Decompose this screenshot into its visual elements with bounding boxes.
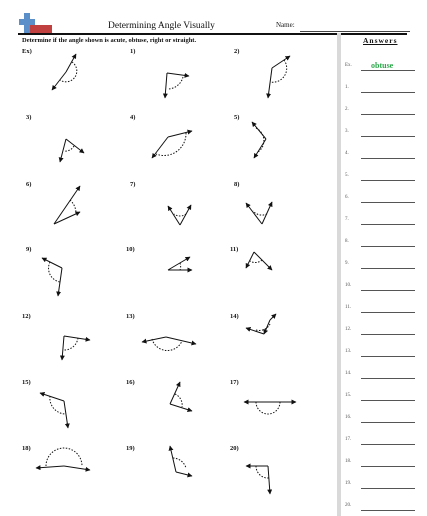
problem-label-20: 20)	[230, 445, 239, 452]
answer-row-6	[345, 195, 415, 205]
answer-blank[interactable]	[361, 356, 415, 357]
problem-label-15: 15)	[22, 379, 31, 386]
instructions: Determine if the angle shown is acute, obtuse, right or straight.	[22, 37, 197, 44]
problem-label-8: 8)	[234, 181, 240, 188]
answer-row-13	[345, 349, 415, 359]
answer-row-8	[345, 239, 415, 249]
answer-number: 12.	[345, 327, 352, 332]
answer-number: 9.	[345, 261, 349, 266]
answer-blank[interactable]	[361, 268, 415, 269]
answer-blank[interactable]	[361, 290, 415, 291]
angle-17	[244, 402, 296, 414]
answer-number: 18.	[345, 459, 352, 464]
answer-blank[interactable]	[361, 400, 415, 401]
problem-label-6: 6)	[26, 181, 32, 188]
angle-3	[60, 139, 84, 162]
problem-label-2: 2)	[234, 48, 240, 55]
answer-number: 15.	[345, 393, 352, 398]
answer-row-3	[345, 129, 415, 139]
angle-1	[165, 73, 189, 98]
answer-number: 16.	[345, 415, 352, 420]
answer-row-ex	[345, 63, 415, 73]
angle-11	[246, 252, 272, 270]
page-title: Determining Angle Visually	[108, 21, 215, 31]
answer-row-20	[345, 503, 415, 513]
answer-row-2	[345, 107, 415, 117]
answer-row-10	[345, 283, 415, 293]
problem-label-9: 9)	[26, 246, 32, 253]
answer-number: 11.	[345, 305, 352, 310]
answer-row-1	[345, 85, 415, 95]
answer-row-11	[345, 305, 415, 315]
answer-row-16	[345, 415, 415, 425]
name-label: Name:	[276, 21, 295, 29]
answer-number: Ex.	[345, 63, 352, 68]
angle-7	[168, 205, 191, 225]
angle-16	[170, 382, 192, 411]
answer-blank[interactable]	[361, 466, 415, 467]
answer-blank[interactable]	[361, 92, 415, 93]
problem-label-7: 7)	[130, 181, 136, 188]
problem-label-3: 3)	[26, 114, 32, 121]
answer-row-15	[345, 393, 415, 403]
problem-label-ex: Ex)	[22, 48, 32, 55]
angle-9	[42, 258, 62, 296]
angle-4	[152, 131, 192, 158]
angle-19	[170, 446, 192, 476]
answer-number: 3.	[345, 129, 349, 134]
answer-number: 19.	[345, 481, 352, 486]
answer-row-14	[345, 371, 415, 381]
problem-label-17: 17)	[230, 379, 239, 386]
answer-number: 20.	[345, 503, 352, 508]
answer-number: 17.	[345, 437, 352, 442]
answer-row-12	[345, 327, 415, 337]
answer-blank[interactable]	[361, 422, 415, 423]
angle-15	[40, 393, 68, 428]
answer-number: 1.	[345, 85, 349, 90]
problem-label-11: 11)	[230, 246, 239, 253]
answer-number: 13.	[345, 349, 352, 354]
problem-label-19: 19)	[126, 445, 135, 452]
answer-row-19	[345, 481, 415, 491]
answer-number: 10.	[345, 283, 352, 288]
problem-label-10: 10)	[126, 246, 135, 253]
angle-2	[268, 56, 290, 98]
angle-14	[246, 314, 276, 334]
answer-text: obtuse	[371, 61, 394, 70]
answer-number: 6.	[345, 195, 349, 200]
answer-blank[interactable]	[361, 488, 415, 489]
problem-label-13: 13)	[126, 313, 135, 320]
answers-panel	[337, 33, 417, 516]
angle-8	[246, 202, 272, 224]
angle-20	[246, 466, 270, 494]
answer-number: 8.	[345, 239, 349, 244]
answer-blank[interactable]	[361, 114, 415, 115]
answer-row-7	[345, 217, 415, 227]
angle-5	[252, 122, 266, 158]
answer-row-4	[345, 151, 415, 161]
problem-label-12: 12)	[22, 313, 31, 320]
problem-label-16: 16)	[126, 379, 135, 386]
answer-blank[interactable]	[361, 202, 415, 203]
answer-number: 4.	[345, 151, 349, 156]
problem-label-5: 5)	[234, 114, 240, 121]
answer-row-18	[345, 459, 415, 469]
problem-label-18: 18)	[22, 445, 31, 452]
angle-ex	[52, 54, 77, 90]
answer-blank[interactable]	[361, 510, 415, 511]
answer-number: 2.	[345, 107, 349, 112]
answers-heading: Answers	[363, 36, 398, 45]
answer-row-5	[345, 173, 415, 183]
angle-6	[54, 186, 80, 224]
angle-18	[36, 448, 90, 470]
answer-blank[interactable]	[361, 158, 415, 159]
answer-blank[interactable]	[361, 312, 415, 313]
answer-row-9	[345, 261, 415, 271]
answer-blank[interactable]	[361, 180, 415, 181]
answer-row-17	[345, 437, 415, 447]
answer-blank[interactable]	[361, 224, 415, 225]
answer-number: 14.	[345, 371, 352, 376]
answer-blank[interactable]	[361, 70, 415, 71]
problem-label-14: 14)	[230, 313, 239, 320]
answer-blank[interactable]	[361, 334, 415, 335]
angle-12	[62, 336, 90, 360]
answer-number: 5.	[345, 173, 349, 178]
answer-number: 7.	[345, 217, 349, 222]
answer-blank[interactable]	[361, 136, 415, 137]
answer-blank[interactable]	[361, 378, 415, 379]
answer-blank[interactable]	[361, 444, 415, 445]
angle-13	[142, 337, 196, 351]
problem-label-1: 1)	[130, 48, 136, 55]
problem-label-4: 4)	[130, 114, 136, 121]
answer-blank[interactable]	[361, 246, 415, 247]
angle-10	[168, 257, 192, 270]
